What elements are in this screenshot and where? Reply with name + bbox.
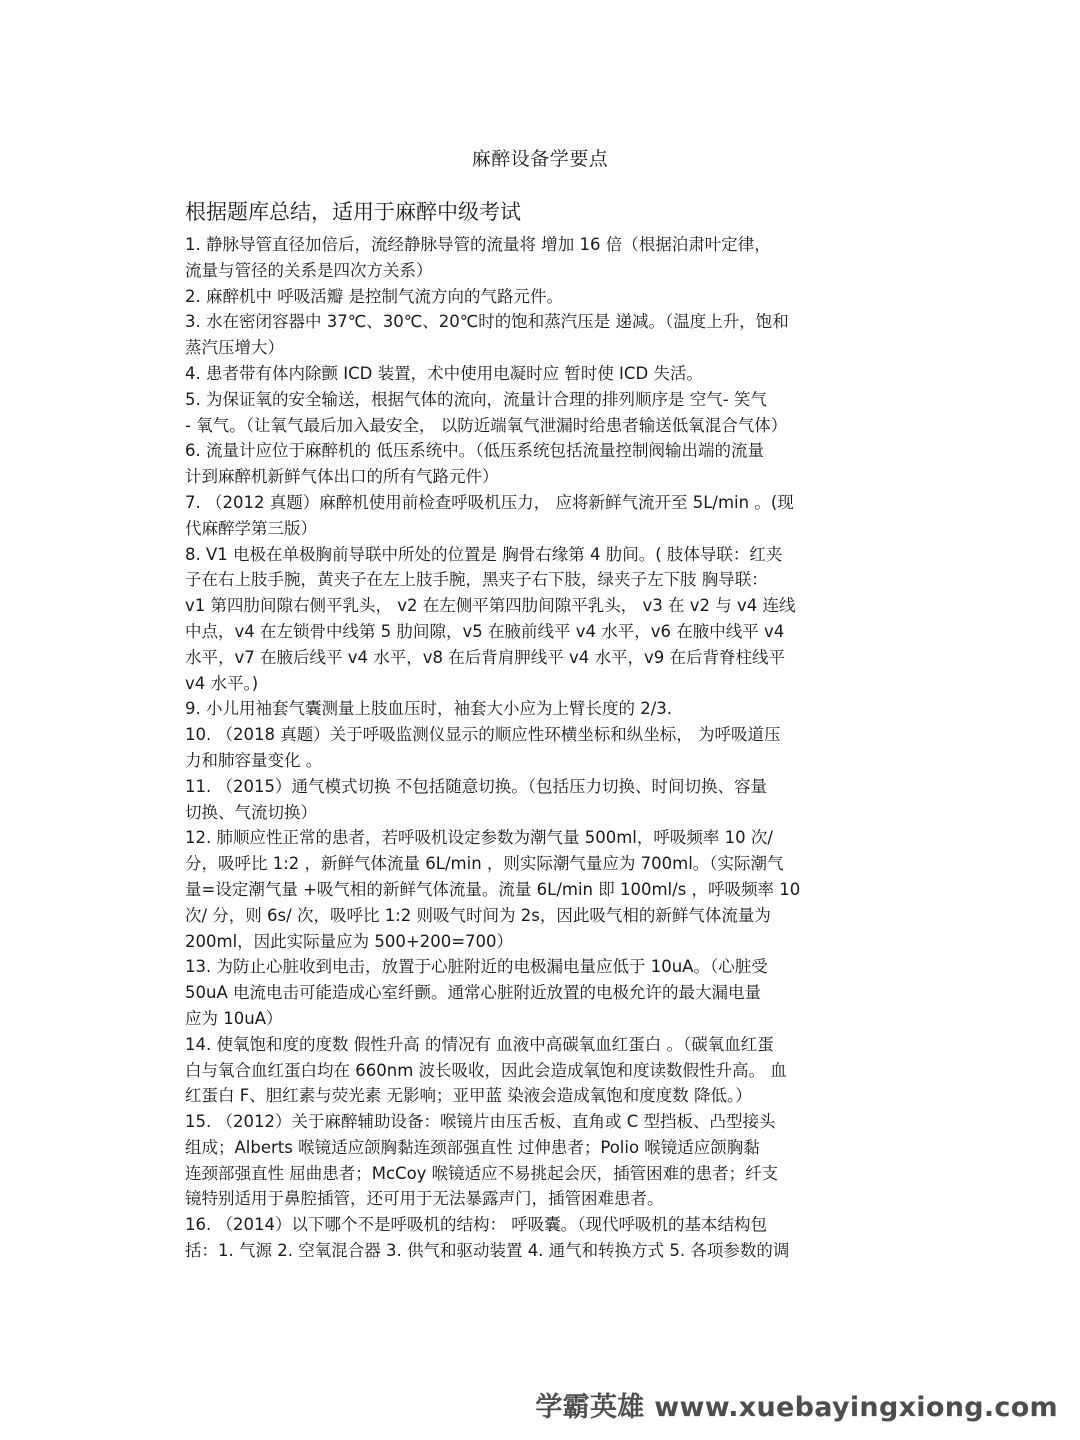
text-line: 水平，v7 在腋后线平 v4 水平，v8 在后背肩胛线平 v4 水平，v9 在后背脊柱线平 bbox=[185, 647, 786, 667]
page-subtitle: 根据题库总结，适用于麻醉中级考试 bbox=[185, 200, 521, 224]
text-line: 红蛋白 F、胆红素与荧光素 无影响；亚甲蓝 染液会造成氧饱和度度数 降低。） bbox=[185, 1086, 752, 1106]
text-line: 12. 肺顺应性正常的患者，若呼吸机设定参数为潮气量 500ml，呼吸频率 10 次/ bbox=[185, 828, 773, 848]
text-line: 16. （2014）以下哪个不是呼吸机的结构： 呼吸囊。（现代呼吸机的基本结构包 bbox=[185, 1215, 767, 1235]
text-line: 200ml，因此实际量应为 500+200=700） bbox=[185, 931, 514, 951]
text-line: 次/ 分，则 6s/ 次，吸呼比 1:2 则吸气时间为 2s，因此吸气相的新鲜气体流量为 bbox=[185, 905, 771, 925]
document-body bbox=[185, 232, 910, 1264]
text-line: 计到麻醉机新鲜气体出口的所有气路元件） bbox=[185, 467, 499, 487]
text-line: 分，吸呼比 1:2 ，新鲜气体流量 6L/min ，则实际潮气量应为 700ml。（实际潮气 bbox=[185, 854, 784, 874]
text-line: 15. （2012）关于麻醉辅助设备：喉镜片由压舌板、直角或 C 型挡板、凸型接头 bbox=[185, 1112, 776, 1132]
text-line: v4 水平。) bbox=[185, 673, 259, 693]
text-line: v1 第四肋间隙右侧平乳头， v2 在左侧平第四肋间隙平乳头， v3 在 v2 与 v4 连线 bbox=[185, 596, 796, 616]
text-line: 子在右上肢手腕，黄夹子在左上肢手腕，黑夹子右下肢，绿夹子左下肢 胸导联： bbox=[185, 570, 768, 590]
text-line: 连颈部强直性 屈曲患者；McCoy 喉镜适应不易挑起会厌，插管困难的患者；纤支 bbox=[185, 1163, 779, 1183]
text-line: 14. 使氧饱和度的度数 假性升高 的情况有 血液中高碳氧血红蛋白 。（碳氧血红蛋 bbox=[185, 1034, 774, 1054]
text-line: 6. 流量计应位于麻醉机的 低压系统中。（低压系统包括流量控制阀输出端的流量 bbox=[185, 441, 764, 461]
text-line: 括：1. 气源 2. 空氧混合器 3. 供气和驱动装置 4. 通气和转换方式 5. 各项参数的调 bbox=[185, 1241, 790, 1261]
site-watermark: 学霸英雄 www.xuebayingxiong.com bbox=[535, 1392, 1058, 1423]
text-line: 镜特别适用于鼻腔插管，还可用于无法暴露声门，插管困难患者。 bbox=[185, 1189, 664, 1209]
text-line: 7. （2012 真题）麻醉机使用前检查呼吸机压力， 应将新鲜气流开至 5L/min 。(现 bbox=[185, 492, 794, 512]
text-line: 代麻醉学第三版） bbox=[185, 518, 317, 538]
text-line: 流量与管径的关系是四次方关系） bbox=[185, 260, 433, 280]
text-line: 8. V1 电极在单极胸前导联中所处的位置是 胸骨右缘第 4 肋间。( 肢体导联：红夹 bbox=[185, 544, 783, 564]
text-line: 13. 为防止心脏收到电击，放置于心脏附近的电极漏电量应低于 10uA。（心脏受 bbox=[185, 957, 768, 977]
text-line: 组成；Alberts 喉镜适应颌胸黏连颈部强直性 过伸患者；Polio 喉镜适应颌胸黏 bbox=[185, 1137, 760, 1157]
text-line: 9. 小儿用袖套气囊测量上肢血压时，袖套大小应为上臂长度的 2/3. bbox=[185, 699, 673, 719]
page-title: 麻醉设备学要点 bbox=[471, 148, 609, 170]
text-line: 中点，v4 在左锁骨中线第 5 肋间隙，v5 在腋前线平 v4 水平，v6 在腋中线平 v4 bbox=[185, 621, 785, 641]
text-line: 3. 水在密闭容器中 37℃、30℃、20℃时的饱和蒸汽压是 递减。（温度上升，饱和 bbox=[185, 312, 789, 332]
text-line: 应为 10uA） bbox=[185, 1008, 283, 1028]
text-line: 4. 患者带有体内除颤 ICD 装置，术中使用电凝时应 暂时使 ICD 失活。 bbox=[185, 363, 703, 383]
text-line: 2. 麻醉机中 呼吸活瓣 是控制气流方向的气路元件。 bbox=[185, 286, 563, 306]
text-line: - 氧气。（让氧气最后加入最安全， 以防近端氧气泄漏时给患者输送低氧混合气体） bbox=[185, 415, 788, 435]
text-line: 力和肺容量变化 。 bbox=[185, 750, 323, 770]
text-line: 量=设定潮气量 +吸气相的新鲜气体流量。流量 6L/min 即 100ml/s ，呼吸频率 10 bbox=[185, 879, 801, 899]
text-line: 10. （2018 真题）关于呼吸监测仪显示的顺应性环横坐标和纵坐标， 为呼吸道压 bbox=[185, 725, 781, 745]
text-line: 白与氧合血红蛋白均在 660nm 波长吸收，因此会造成氧饱和度读数假性升高。 血 bbox=[185, 1060, 787, 1080]
text-line: 1. 静脉导管直径加倍后，流经静脉导管的流量将 增加 16 倍（根据泊肃叶定律， bbox=[185, 235, 771, 254]
text-line: 切换、气流切换） bbox=[185, 802, 317, 822]
text-line: 5. 为保证氧的安全输送，根据气体的流向，流量计合理的排列顺序是 空气- 笑气 bbox=[185, 389, 767, 409]
text-line: 50uA 电流电击可能造成心室纤颤。通常心脏附近放置的电极允许的最大漏电量 bbox=[185, 983, 761, 1003]
text-line: 蒸汽压增大） bbox=[185, 338, 284, 358]
text-line: 11. （2015）通气模式切换 不包括随意切换。（包括压力切换、时间切换、容量 bbox=[185, 776, 767, 796]
